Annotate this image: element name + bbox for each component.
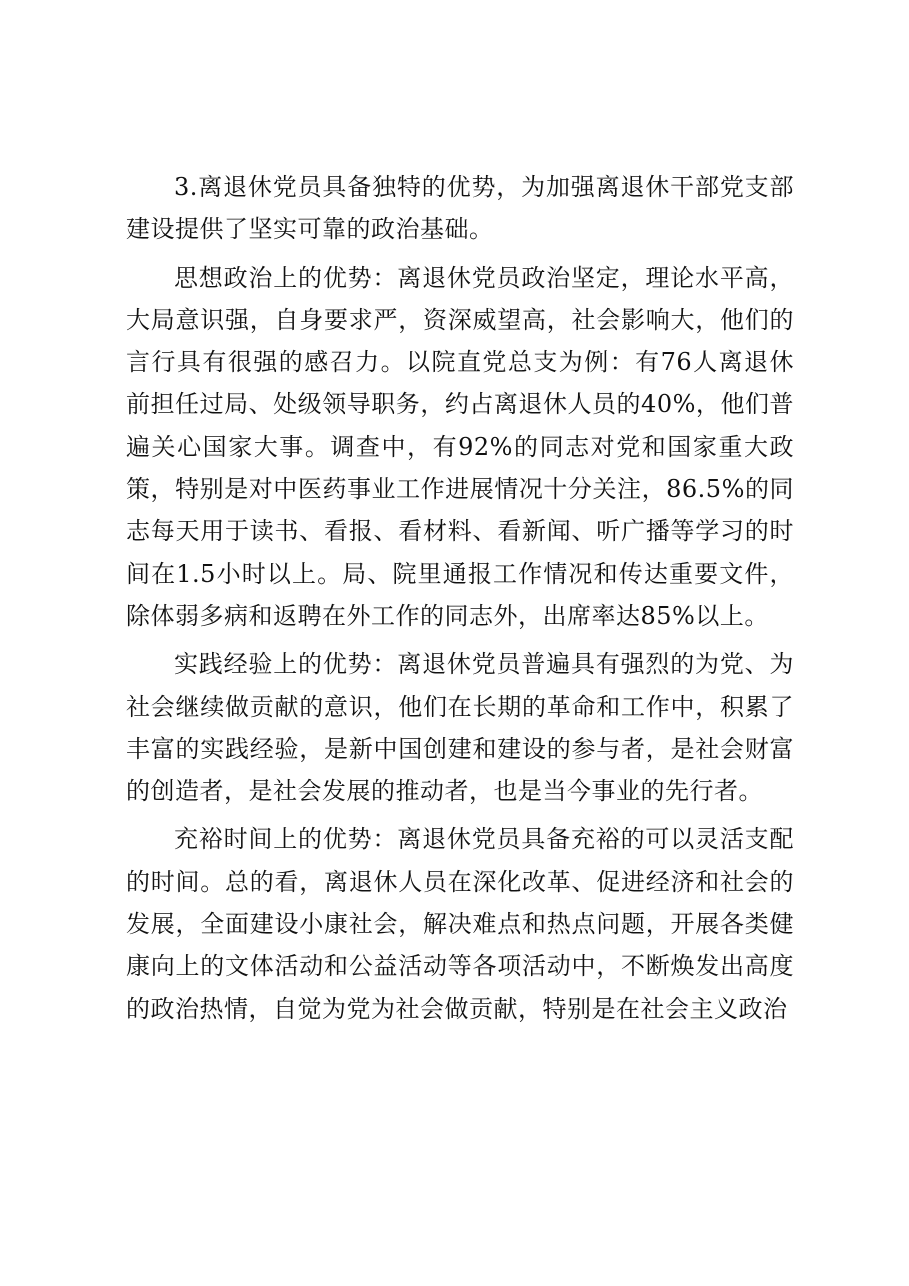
paragraph-practical-experience-advantage: 实践经验上的优势：离退休党员普遍具有强烈的为党、为社会继续做贡献的意识，他们在长期的革命和工作中，积累了丰富的实践经验，是新中国创建和建设的参与者，是社会财富的创造者，是社会发展的推动者，也是当今事业的先行者。	[126, 650, 794, 806]
paragraph-heading-advantages: 3.离退休党员具备独特的优势，为加强离退休干部党支部建设提供了坚实可靠的政治基础。	[126, 173, 794, 244]
document-body	[126, 166, 794, 1036]
paragraph-political-advantage: 思想政治上的优势：离退休党员政治坚定，理论水平高，大局意识强，自身要求严，资深威望高，社会影响大，他们的言行具有很强的感召力。以院直党总支为例：有76人离退休前担任过局、处级领导职务，约占离退休人员的40%，他们普遍关心国家大事。调查中，有92%的同志对党和国家重大政策，特别是对中医药事业工作进展情况十分关注，86.5%的同志每天用于读书、看报、看材料、看新闻、听广播等学习的时间在1.5小时以上。局、院里通报工作情况和传达重要文件，除体弱多病和返聘在外工作的同志外，出席率达85%以上。	[126, 263, 794, 630]
paragraph-ample-time-advantage: 充裕时间上的优势：离退休党员具备充裕的可以灵活支配的时间。总的看，离退休人员在深化改革、促进经济和社会的发展，全面建设小康社会，解决难点和热点问题，开展各类健康向上的文体活动和公益活动等各项活动中，不断焕发出高度的政治热情，自觉为党为社会做贡献，特别是在社会主义政治	[126, 825, 794, 1023]
